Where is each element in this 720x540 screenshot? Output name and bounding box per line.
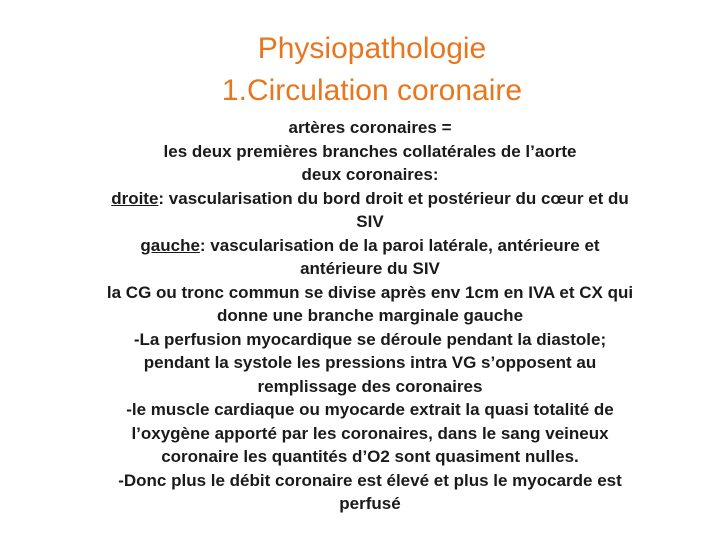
title-line-1: Physiopathologie — [257, 32, 487, 65]
title-line-2: 1.Circulation coronaire — [221, 74, 523, 107]
body-text: : vascularisation du bord droit et postérieur du cœur et du — [158, 188, 629, 208]
body-text: : vascularisation de la paroi latérale, antérieure et — [199, 235, 600, 255]
body-line: l’oxygène apporté par les coronaires, dans le sang veineux — [131, 423, 609, 443]
body-line: donne une branche marginale gauche — [216, 306, 524, 325]
body-line: les deux premières branches collatérales de l’aorte — [163, 141, 577, 161]
body-line: remplissage des coronaires — [257, 376, 483, 396]
slide-title — [150, 28, 594, 112]
body-line: -Donc plus le débit coronaire est élevé et plus le myocarde est — [118, 470, 622, 490]
body-line: -le muscle cardiaque ou myocarde extrait la quasi totalité de — [126, 400, 614, 419]
body-line: pendant la systole les pressions intra VG s’opposent au — [143, 353, 597, 372]
body-line: coronaire les quantités d’O2 sont quasiment nulles. — [161, 447, 579, 466]
body-line — [40, 234, 700, 258]
body-line: perfusé — [339, 494, 401, 513]
body-line: artères coronaires = — [288, 118, 452, 137]
body-line: -La perfusion myocardique se déroule pendant la diastole; — [133, 329, 607, 349]
body-line: antérieure du SIV — [300, 259, 440, 278]
body-line — [40, 187, 700, 211]
label-gauche: gauche — [140, 235, 200, 255]
label-droite: droite — [111, 188, 159, 208]
body-line: la CG ou tronc commun se divise après env 1cm en IVA et CX qui — [106, 282, 634, 302]
body-line: deux coronaires: — [301, 165, 439, 184]
slide-body — [40, 116, 700, 516]
body-line: SIV — [356, 212, 384, 231]
